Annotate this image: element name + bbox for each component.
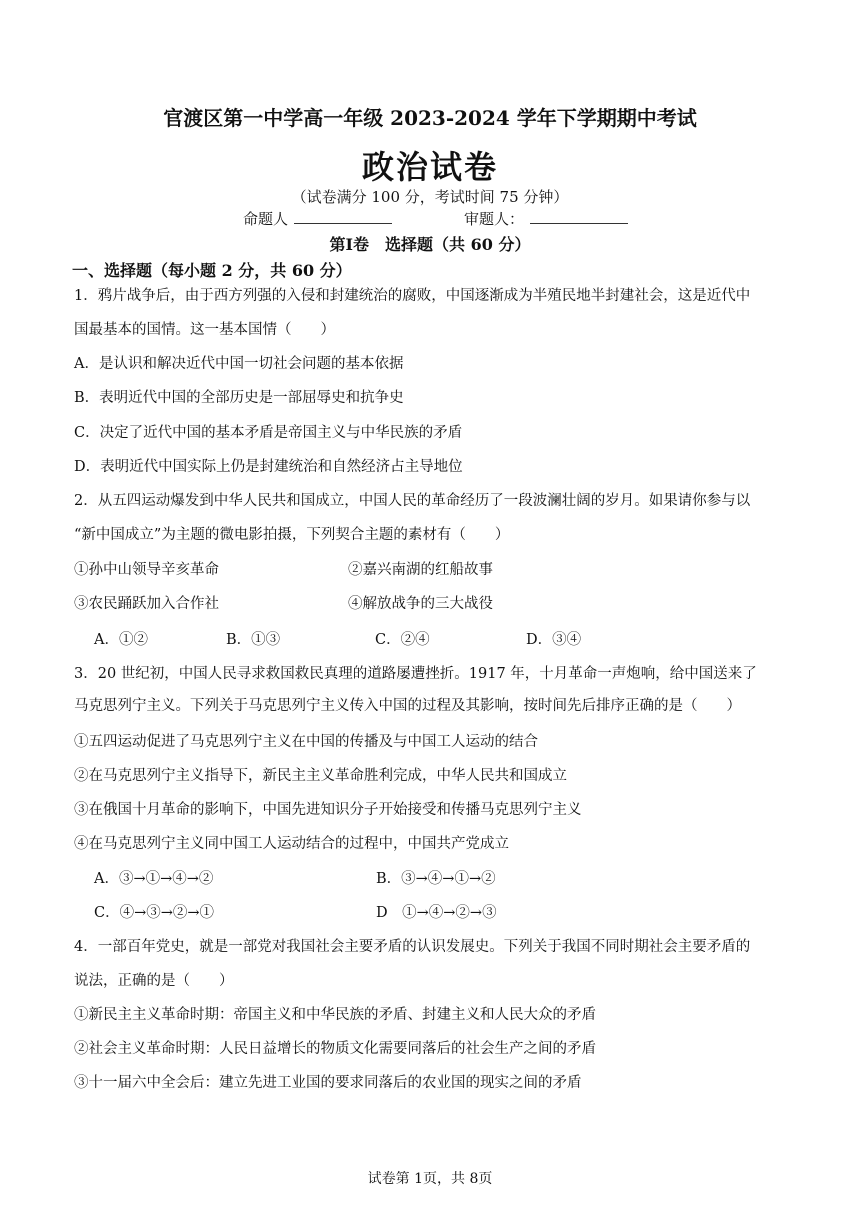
setter-blank	[294, 209, 392, 224]
q2-item-2: ②嘉兴南湖的红船故事	[348, 562, 493, 578]
q3-item-4: ④在马克思列宁主义同中国工人运动结合的过程中，中国共产党成立	[74, 836, 509, 852]
subject-title: 政治试卷	[361, 148, 498, 186]
exam-title: 官渡区第一中学高一年级 2023-2024 学年下学期期中考试	[163, 106, 697, 130]
q1-stem-line2: 国最基本的国情。这一基本国情（ ）	[74, 322, 335, 338]
q2-option-a: A．①②	[94, 632, 148, 648]
exam-note: （试卷满分 100 分，考试时间 75 分钟）	[291, 188, 569, 206]
reviewer-line	[464, 208, 628, 229]
reviewer-label: 审题人：	[464, 210, 525, 228]
q2-option-d: D．③④	[526, 632, 582, 648]
setter-line	[243, 208, 392, 229]
q2-item-3: ③农民踊跃加入合作社	[74, 596, 219, 612]
section-title: 一、选择题（每小题 2 分，共 60 分）	[72, 261, 352, 280]
q1-option-d: D．表明近代中国实际上仍是封建统治和自然经济占主导地位	[74, 459, 463, 475]
q4-item-1: ①新民主主义革命时期：帝国主义和中华民族的矛盾、封建主义和人民大众的矛盾	[74, 1007, 596, 1023]
q4-item-3: ③十一届六中全会后：建立先进工业国的要求同落后的农业国的现实之间的矛盾	[74, 1075, 582, 1091]
q2-stem-line1: 2．从五四运动爆发到中华人民共和国成立，中国人民的革命经历了一段波澜壮阔的岁月。如果请你参与以	[74, 493, 751, 509]
page-footer: 试卷第 1页，共 8页	[367, 1171, 493, 1187]
q1-option-a: A．是认识和解决近代中国一切社会问题的基本依据	[74, 356, 404, 372]
setter-label: 命题人	[243, 210, 289, 228]
q3-option-a: A．③→①→④→②	[94, 871, 214, 887]
q3-item-3: ③在俄国十月革命的影响下，中国先进知识分子开始接受和传播马克思列宁主义	[74, 802, 582, 818]
q2-option-b: B．①③	[226, 632, 281, 648]
q3-option-b: B．③→④→①→②	[376, 871, 496, 887]
q1-stem-line1: 1．鸦片战争后，由于西方列强的入侵和封建统治的腐败，中国逐渐成为半殖民地半封建社会，这是近代中	[74, 288, 751, 304]
q1-option-c: C．决定了近代中国的基本矛盾是帝国主义与中华民族的矛盾	[74, 425, 463, 441]
q4-stem-line2: 说法，正确的是（ ）	[74, 973, 234, 989]
q4-item-2: ②社会主义革命时期：人民日益增长的物质文化需要同落后的社会生产之间的矛盾	[74, 1041, 596, 1057]
reviewer-blank	[530, 209, 628, 224]
q3-stem-line1: 3．20 世纪初，中国人民寻求救国救民真理的道路屡遭挫折。1917 年，十月革命一声炮响，给中国送来了	[74, 666, 757, 682]
q1-option-b: B．表明近代中国的全部历史是一部屈辱史和抗争史	[74, 390, 404, 406]
q3-item-1: ①五四运动促进了马克思列宁主义在中国的传播及与中国工人运动的结合	[74, 734, 538, 750]
q3-item-2: ②在马克思列宁主义指导下，新民主主义革命胜利完成，中华人民共和国成立	[74, 768, 567, 784]
q2-item-1: ①孙中山领导辛亥革命	[74, 562, 219, 578]
q3-option-c: C．④→③→②→①	[94, 905, 215, 921]
q3-stem-line2: 马克思列宁主义。下列关于马克思列宁主义传入中国的过程及其影响，按时间先后排序正确的是（ ）	[74, 698, 741, 714]
q2-option-c: C．②④	[375, 632, 430, 648]
part-title: 第Ⅰ卷 选择题（共 60 分）	[329, 235, 531, 254]
q2-item-4: ④解放战争的三大战役	[348, 596, 493, 612]
q4-stem-line1: 4．一部百年党史，就是一部党对我国社会主要矛盾的认识发展史。下列关于我国不同时期社会主要矛盾的	[74, 939, 751, 955]
q2-stem-line2: “新中国成立”为主题的微电影拍摄，下列契合主题的素材有（ ）	[74, 527, 510, 543]
q3-option-d: D ①→④→②→③	[376, 905, 497, 921]
